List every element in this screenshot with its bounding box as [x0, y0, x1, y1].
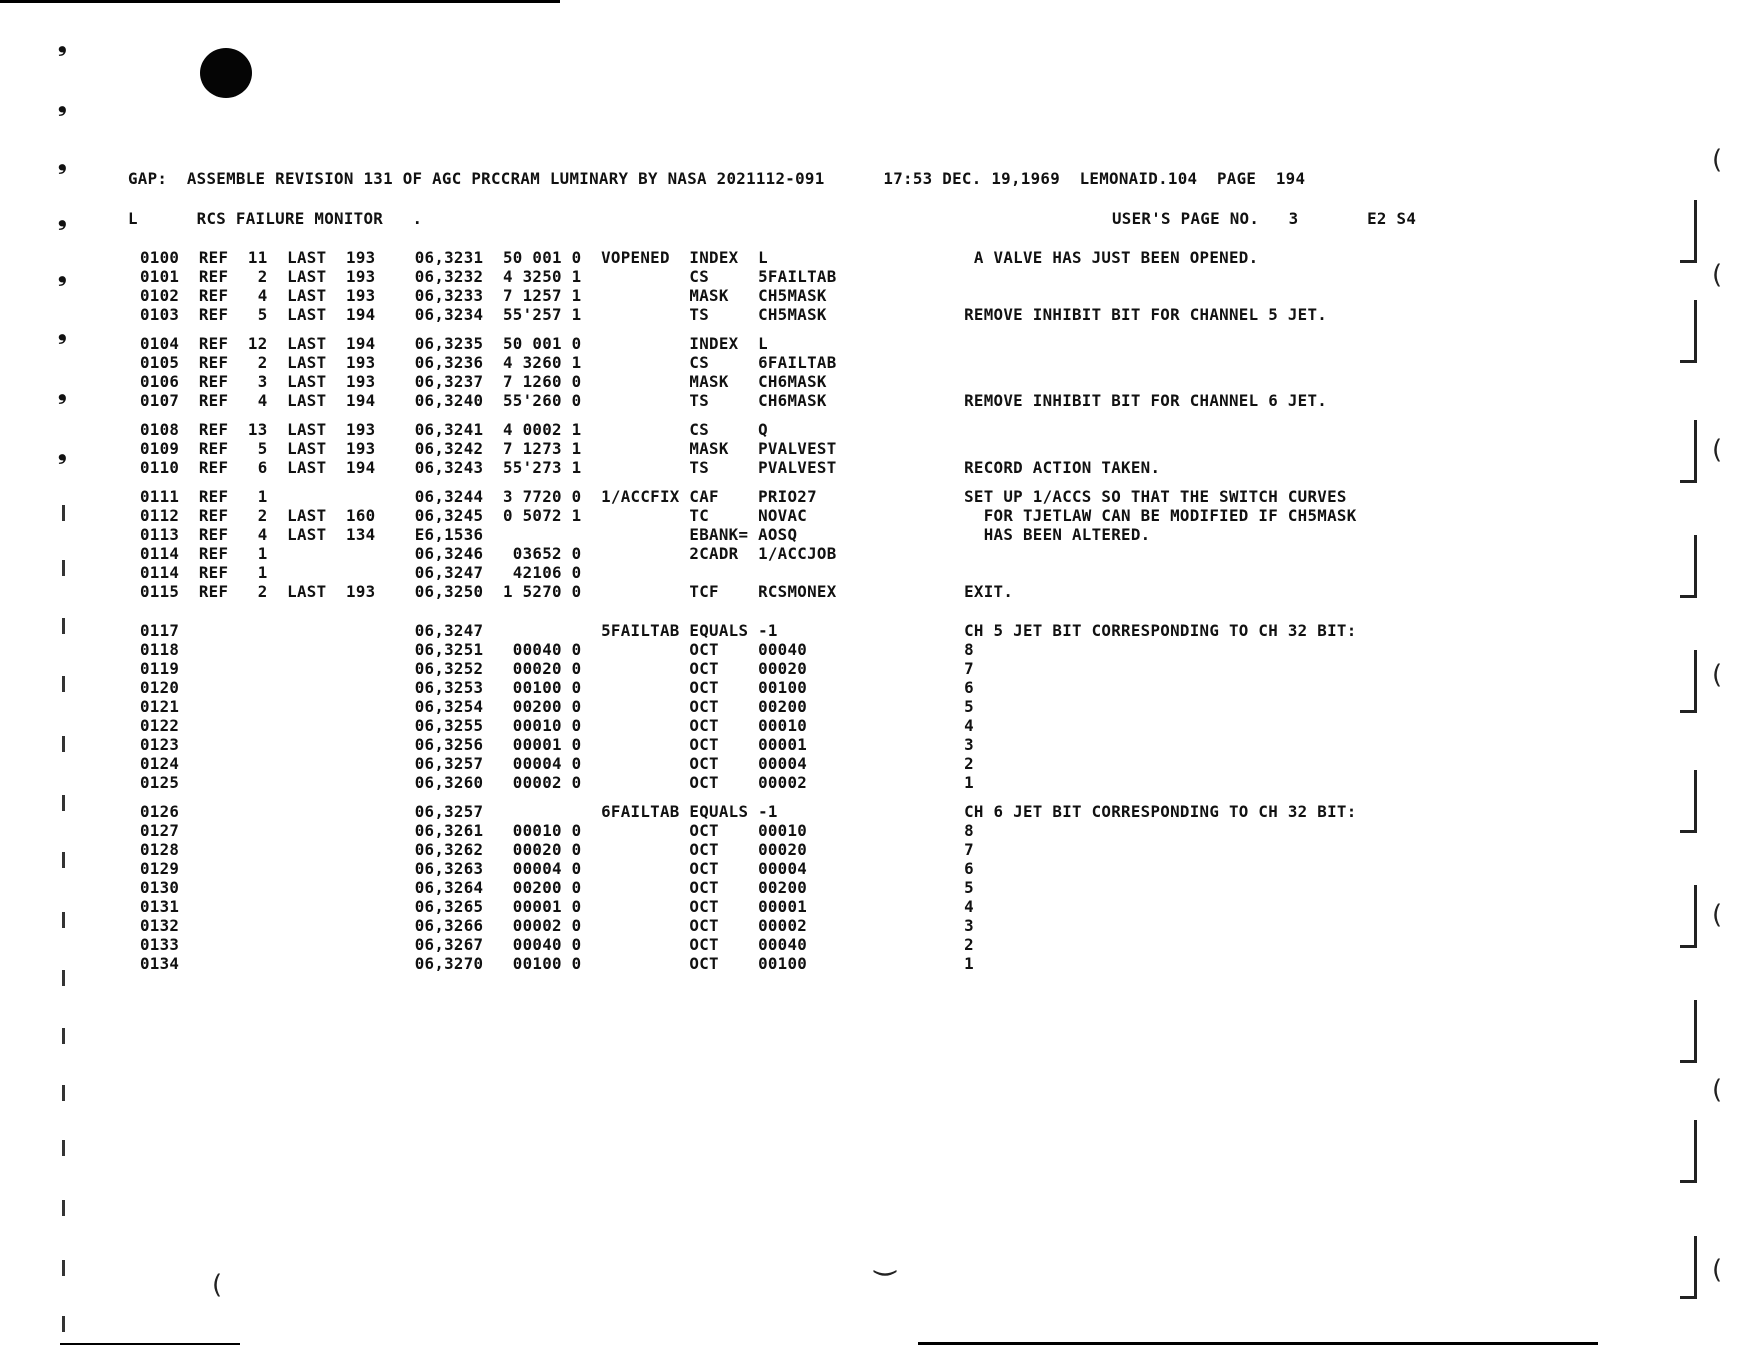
margin-bracket	[1680, 1000, 1697, 1063]
listing-line: 0110 REF 6 LAST 194 06,3243 55'273 1 TS PVALVEST RECORD ACTION TAKEN.	[140, 458, 1161, 477]
margin-tick	[62, 618, 65, 634]
margin-curl: (	[1712, 660, 1723, 690]
margin-curl: (	[1712, 145, 1723, 175]
margin-mark: ❟	[58, 92, 67, 117]
listing-line: 0111 REF 1 06,3244 3 7720 0 1/ACCFIX CAF PRIO27 SET UP 1/ACCS SO THAT THE SWITCH CURVES	[140, 487, 1347, 506]
margin-tick	[62, 795, 65, 811]
margin-curl: (	[1712, 1255, 1723, 1285]
margin-tick	[62, 970, 65, 986]
listing-line: 0113 REF 4 LAST 134 E6,1536 EBANK= AOSQ HAS BEEN ALTERED.	[140, 525, 1151, 544]
listing-gap	[140, 611, 1357, 621]
listing-line: 0103 REF 5 LAST 194 06,3234 55'257 1 TS CH5MASK REMOVE INHIBIT BIT FOR CHANNEL 5 JET.	[140, 305, 1328, 324]
listing-gap	[140, 410, 1357, 420]
margin-mark: ❟	[58, 206, 67, 231]
listing-line: 0115 REF 2 LAST 193 06,3250 1 5270 0 TCF RCSMONEX EXIT.	[140, 582, 1014, 601]
listing-line: 0122 06,3255 00010 0 OCT 00010 4	[140, 716, 974, 735]
listing-line: 0114 REF 1 06,3247 42106 0	[140, 563, 582, 582]
margin-bracket	[1680, 200, 1697, 263]
margin-tick	[62, 852, 65, 868]
listing-gap	[140, 324, 1357, 334]
listing-gap	[140, 792, 1357, 802]
margin-bracket	[1680, 535, 1697, 598]
listing-line: 0131 06,3265 00001 0 OCT 00001 4	[140, 897, 974, 916]
margin-bracket	[1680, 420, 1697, 483]
listing-line: 0104 REF 12 LAST 194 06,3235 50 001 0 INDEX L	[140, 334, 768, 353]
listing-line: 0108 REF 13 LAST 193 06,3241 4 0002 1 CS Q	[140, 420, 768, 439]
margin-mark: ❟	[58, 320, 67, 345]
bottom-rule-left	[60, 1343, 240, 1345]
margin-bracket	[1680, 650, 1697, 713]
bottom-curl: (	[212, 1270, 223, 1300]
listing-gap	[140, 477, 1357, 487]
margin-tick	[62, 560, 65, 576]
margin-tick	[62, 736, 65, 752]
listing-line: 0100 REF 11 LAST 193 06,3231 50 001 0 VOPENED INDEX L A VALVE HAS JUST BEEN OPENED.	[140, 248, 1259, 267]
margin-tick	[62, 505, 65, 521]
margin-tick	[62, 1260, 65, 1276]
punch-hole	[200, 48, 252, 98]
bottom-rule-right	[918, 1342, 1598, 1345]
listing-gap	[140, 601, 1357, 611]
margin-tick	[62, 1140, 65, 1156]
section-title: L RCS FAILURE MONITOR .	[128, 209, 423, 228]
listing-line: 0129 06,3263 00004 0 OCT 00004 6	[140, 859, 974, 878]
listing-line: 0124 06,3257 00004 0 OCT 00004 2	[140, 754, 974, 773]
listing-line: 0120 06,3253 00100 0 OCT 00100 6	[140, 678, 974, 697]
margin-bracket	[1680, 770, 1697, 833]
listing-line: 0109 REF 5 LAST 193 06,3242 7 1273 1 MASK PVALVEST	[140, 439, 837, 458]
listing-line: 0114 REF 1 06,3246 03652 0 2CADR 1/ACCJOB	[140, 544, 837, 563]
margin-tick	[62, 1085, 65, 1101]
margin-bracket	[1680, 1236, 1697, 1299]
listing-line: 0132 06,3266 00002 0 OCT 00002 3	[140, 916, 974, 935]
listing-line: 0118 06,3251 00040 0 OCT 00040 8	[140, 640, 974, 659]
listing-line: 0133 06,3267 00040 0 OCT 00040 2	[140, 935, 974, 954]
margin-curl: (	[1712, 260, 1723, 290]
listing-line: 0102 REF 4 LAST 193 06,3233 7 1257 1 MASK CH5MASK	[140, 286, 827, 305]
listing-line: 0101 REF 2 LAST 193 06,3232 4 3250 1 CS 5FAILTAB	[140, 267, 837, 286]
top-tear-rule	[0, 0, 560, 3]
listing-header: GAP: ASSEMBLE REVISION 131 OF AGC PRCCRAM LUMINARY BY NASA 2021112-091 17:53 DEC. 19,1969 LEMONAID.104 PAGE 194	[128, 169, 1306, 188]
listing-line: 0106 REF 3 LAST 193 06,3237 7 1260 0 MASK CH6MASK	[140, 372, 827, 391]
listing-line: 0112 REF 2 LAST 160 06,3245 0 5072 1 TC NOVAC FOR TJETLAW CAN BE MODIFIED IF CH5MASK	[140, 506, 1357, 525]
margin-curl: (	[1712, 900, 1723, 930]
listing-line: 0107 REF 4 LAST 194 06,3240 55'260 0 TS CH6MASK REMOVE INHIBIT BIT FOR CHANNEL 6 JET.	[140, 391, 1328, 410]
margin-bracket	[1680, 885, 1697, 948]
margin-bracket	[1680, 300, 1697, 363]
listing-line: 0128 06,3262 00020 0 OCT 00020 7	[140, 840, 974, 859]
user-page-number: USER'S PAGE NO. 3 E2 S4	[1112, 209, 1417, 228]
listing-line: 0130 06,3264 00200 0 OCT 00200 5	[140, 878, 974, 897]
listing-line: 0125 06,3260 00002 0 OCT 00002 1	[140, 773, 974, 792]
listing-line: 0127 06,3261 00010 0 OCT 00010 8	[140, 821, 974, 840]
listing-line: 0119 06,3252 00020 0 OCT 00020 7	[140, 659, 974, 678]
listing-line: 0117 06,3247 5FAILTAB EQUALS -1 CH 5 JET BIT CORRESPONDING TO CH 32 BIT:	[140, 621, 1357, 640]
bottom-curl: )	[870, 1267, 901, 1279]
margin-tick	[62, 1028, 65, 1044]
listing-line: 0134 06,3270 00100 0 OCT 00100 1	[140, 954, 974, 973]
listing-line: 0123 06,3256 00001 0 OCT 00001 3	[140, 735, 974, 754]
margin-mark: ❟	[58, 262, 67, 287]
margin-mark: ❟	[58, 150, 67, 175]
listing-line: 0105 REF 2 LAST 193 06,3236 4 3260 1 CS 6FAILTAB	[140, 353, 837, 372]
margin-mark: ❟	[58, 380, 67, 405]
margin-curl: (	[1712, 1075, 1723, 1105]
margin-tick	[62, 1200, 65, 1216]
margin-tick	[62, 1316, 65, 1332]
assembly-listing	[140, 248, 1357, 973]
margin-tick	[62, 912, 65, 928]
margin-curl: (	[1712, 435, 1723, 465]
margin-mark: ❟	[58, 32, 67, 57]
margin-tick	[62, 676, 65, 692]
margin-bracket	[1680, 1120, 1697, 1183]
listing-line: 0126 06,3257 6FAILTAB EQUALS -1 CH 6 JET BIT CORRESPONDING TO CH 32 BIT:	[140, 802, 1357, 821]
listing-line: 0121 06,3254 00200 0 OCT 00200 5	[140, 697, 974, 716]
margin-mark: ❟	[58, 440, 67, 465]
